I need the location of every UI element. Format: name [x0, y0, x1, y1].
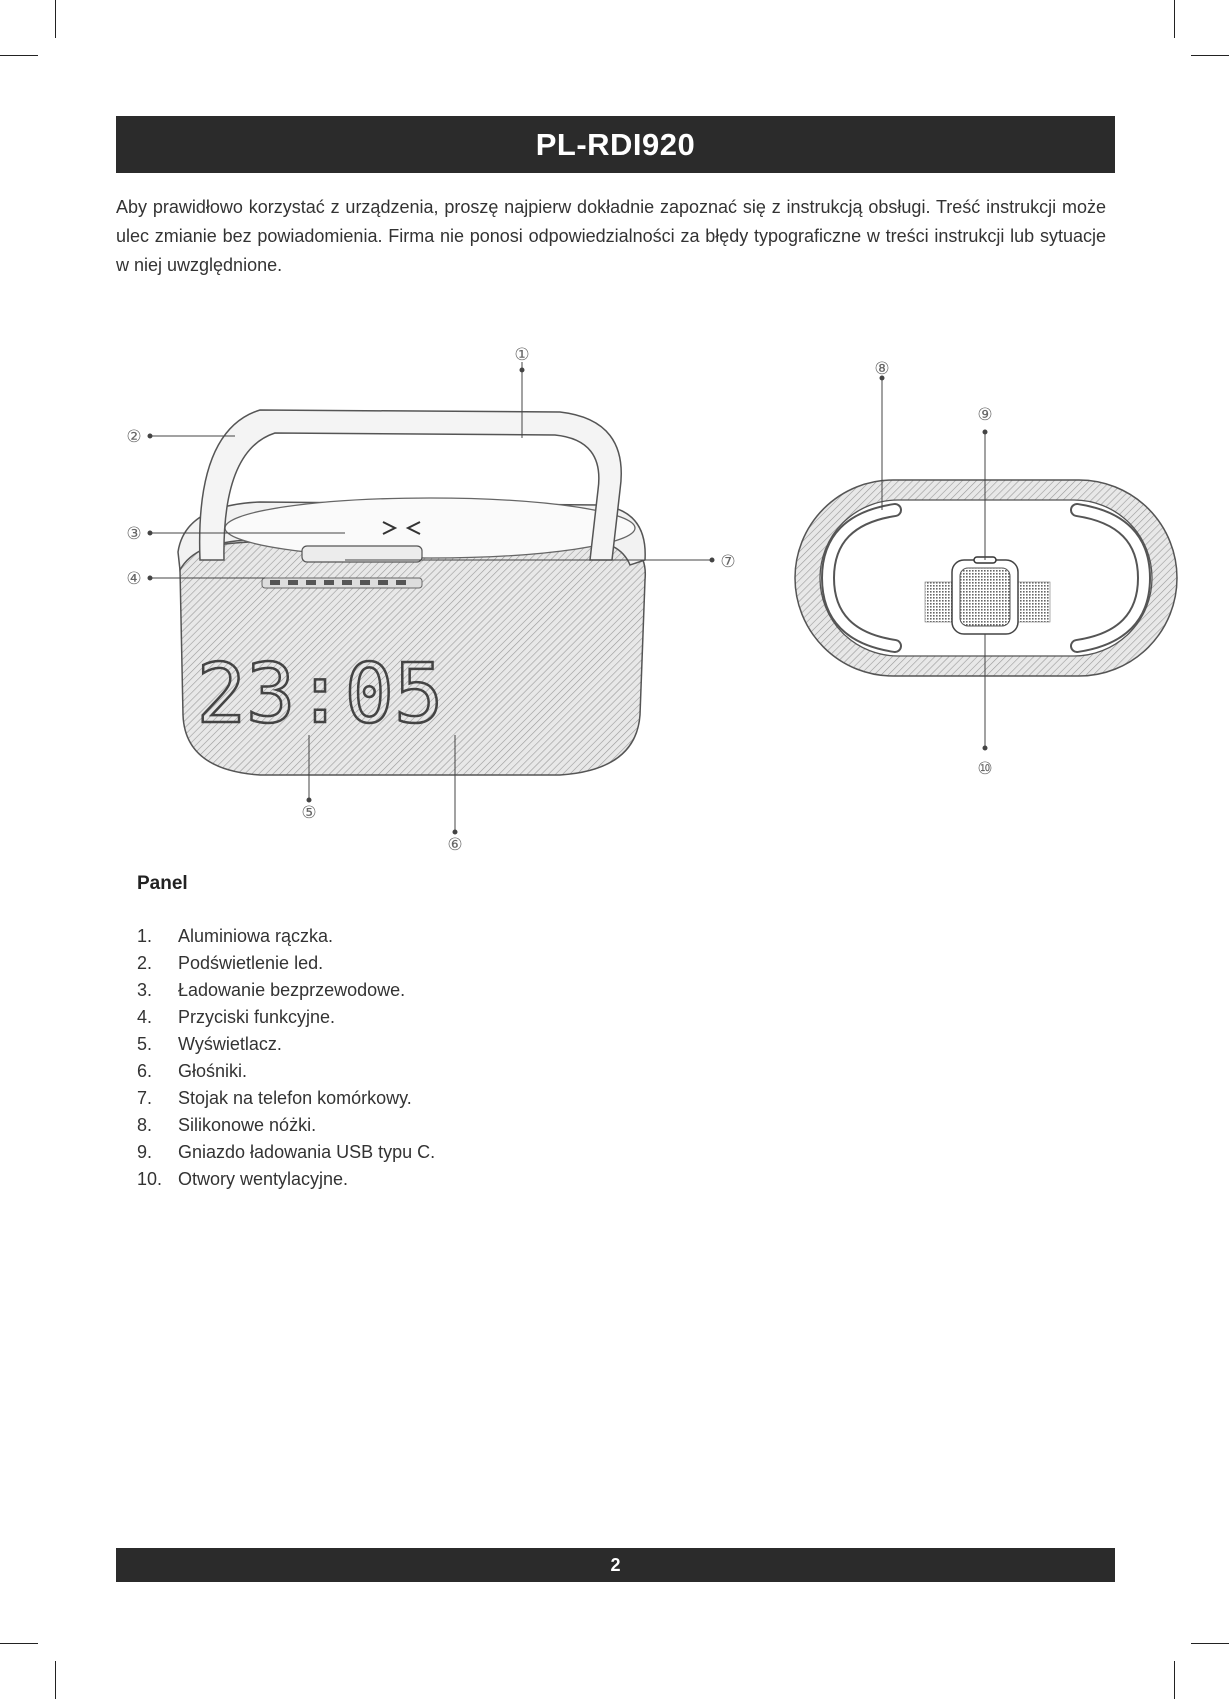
crop-mark [55, 1661, 56, 1699]
list-item: 6. Głośniki. [137, 1061, 248, 1081]
function-buttons [262, 578, 422, 588]
list-item: 1. Aluminiowa rączka. [137, 926, 334, 946]
callout-5: ⑤ [301, 803, 317, 823]
product-illustration [0, 330, 1229, 870]
crop-mark [0, 55, 38, 56]
page-number: 2 [610, 1554, 621, 1575]
list-item: 7. Stojak na telefon komórkowy. [137, 1088, 412, 1108]
crop-mark [0, 1643, 38, 1644]
list-item: 8. Silikonowe nóżki. [137, 1115, 317, 1135]
product-diagram [0, 330, 1229, 870]
list-item: 4. Przyciski funkcyjne. [137, 1007, 336, 1027]
crop-mark [1191, 55, 1229, 56]
footer-bar [116, 1548, 1115, 1582]
list-item: 2. Podświetlenie led. [137, 953, 324, 973]
callout-2: ② [126, 427, 142, 447]
callout-7: ⑦ [720, 552, 736, 572]
crop-mark [1174, 0, 1175, 38]
list-item: 5. Wyświetlacz. [137, 1034, 282, 1054]
list-item: 10. Otwory wentylacyjne. [137, 1169, 349, 1189]
header-bar [116, 116, 1115, 173]
crop-mark [55, 0, 56, 38]
page-title: PL-RDI920 [535, 126, 696, 162]
callout-9: ⑨ [977, 405, 993, 425]
callout-8: ⑧ [874, 359, 890, 379]
intro-paragraph: Aby prawidłowo korzystać z urządzenia, proszę najpierw dokładnie zapoznać się z instrukcją obsługi. Treść instrukcji może ulec zmianie bez powiadomienia. Firma nie ponosi odpowiedzialności za błędy typograficzne w treści instrukcji lub sytuacje w niej uwzględnione. [116, 197, 1106, 275]
crop-mark [1174, 1661, 1175, 1699]
panel-heading: Panel [137, 873, 188, 894]
crop-mark [1191, 1643, 1229, 1644]
list-item: 3. Ładowanie bezprzewodowe. [137, 980, 406, 1000]
callout-4: ④ [126, 569, 142, 589]
callout-3: ③ [126, 524, 142, 544]
speaker-front-view [178, 410, 645, 775]
parts-list [137, 926, 435, 1196]
clock-display: 23:05 [196, 647, 444, 742]
callout-6: ⑥ [447, 835, 463, 855]
speaker-bottom-view [795, 480, 1177, 676]
list-item: 9. Gniazdo ładowania USB typu C. [137, 1142, 436, 1162]
callout-10: ⑩ [977, 759, 993, 779]
callout-1: ① [514, 345, 530, 365]
